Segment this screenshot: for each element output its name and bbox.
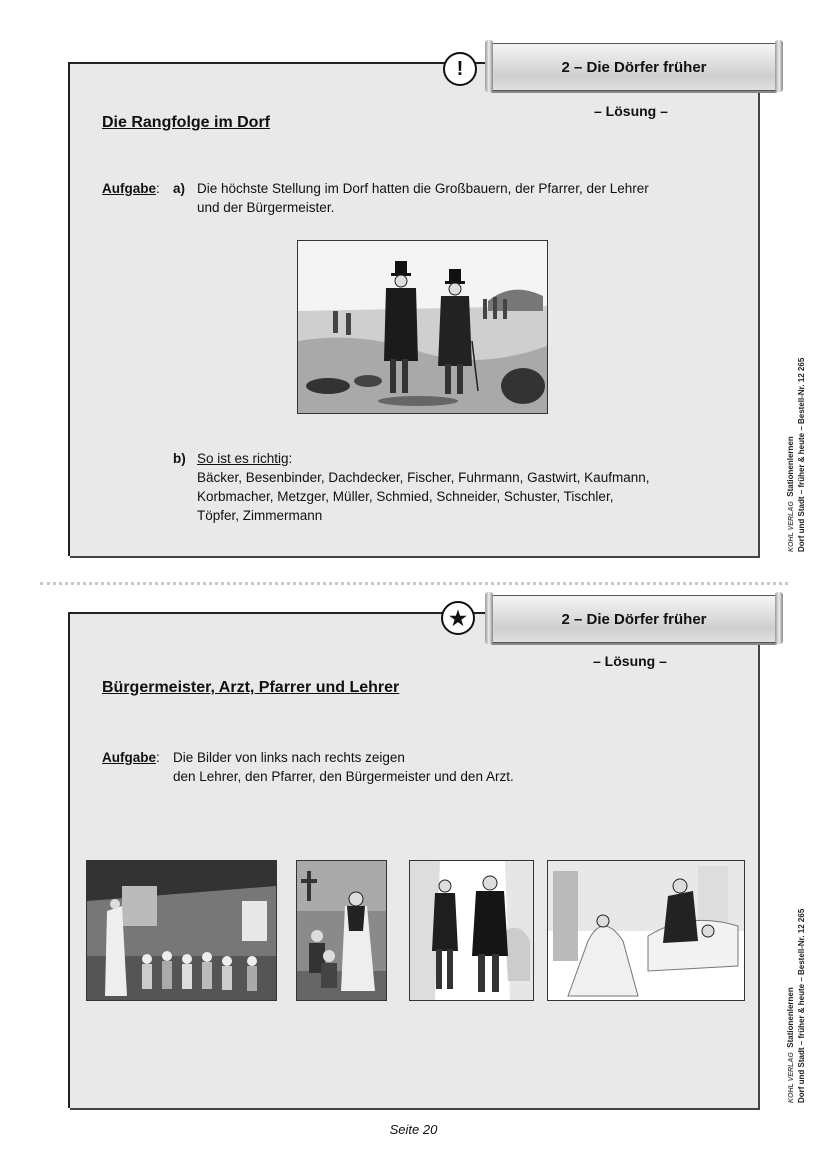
engraving-mayor <box>409 860 534 1001</box>
engraving-priest <box>296 860 387 1001</box>
engraving-teacher-classroom <box>86 860 277 1001</box>
solution-label: – Lösung – <box>593 653 667 669</box>
exclamation-icon: ! <box>443 52 477 86</box>
star-icon: ★ <box>441 601 475 635</box>
banner-title: 2 – Die Dörfer früher <box>561 610 707 628</box>
task-2-line: den Lehrer, den Pfarrer, den Bürgermeister und den Arzt. <box>173 769 514 784</box>
cut-line-divider <box>40 582 788 585</box>
part-a-line: Die höchste Stellung im Dorf hatten die Großbauern, der Pfarrer, der Lehrer <box>197 181 649 196</box>
side-label-1 <box>786 292 807 552</box>
part-a-label: a) <box>173 181 186 196</box>
solution-label: – Lösung – <box>594 103 668 119</box>
part-b-text: So ist es richtig: Bäcker, Besenbinder, Dachdecker, Fischer, Fuhrmann, Gastwirt, Kaufmann, Korbmacher, Metzger, Müller, Schmied, Schneider, Schuster, Tischler, Töpfer, Zimmermann <box>197 451 650 523</box>
section-heading: Bürgermeister, Arzt, Pfarrer und Lehrer <box>102 679 400 696</box>
page-number: Seite 20 <box>389 1122 438 1137</box>
task-2: Aufgabe: <box>102 750 160 765</box>
part-a-line: und der Bürgermeister. <box>197 200 335 215</box>
side-label-order: Dorf und Stadt – früher & heute – Bestell-Nr. 12 265 <box>797 908 806 1103</box>
publisher-logo: KOHL VERLAG <box>788 501 795 552</box>
part-a-text <box>197 179 649 217</box>
side-label-title: Stationenlernen <box>786 436 795 497</box>
task-label: Aufgabe <box>102 750 156 765</box>
engraving-doctor <box>547 860 745 1001</box>
task-a: Aufgabe: <box>102 181 160 196</box>
part-b-label: b) <box>173 451 186 466</box>
side-label-title: Stationenlernen <box>786 987 795 1048</box>
part-b-intro: So ist es richtig <box>197 451 289 466</box>
section-heading: Die Rangfolge im Dorf <box>102 114 271 131</box>
task-2-line: Die Bilder von links nach rechts zeigen <box>173 750 405 765</box>
part-b-line: Bäcker, Besenbinder, Dachdecker, Fischer, Fuhrmann, Gastwirt, Kaufmann, <box>197 470 650 485</box>
section-banner-1 <box>490 43 778 91</box>
side-label-order: Dorf und Stadt – früher & heute – Bestell-Nr. 12 265 <box>797 357 806 552</box>
section-banner-2 <box>490 595 778 643</box>
part-b-line: Töpfer, Zimmermann <box>197 508 323 523</box>
task-2-text <box>173 748 514 786</box>
part-b-line: Korbmacher, Metzger, Müller, Schmied, Schneider, Schuster, Tischler, <box>197 489 614 504</box>
side-label-2 <box>786 843 807 1103</box>
engraving-two-gentlemen <box>297 240 548 414</box>
publisher-logo: KOHL VERLAG <box>788 1052 795 1103</box>
task-label: Aufgabe <box>102 181 156 196</box>
banner-title: 2 – Die Dörfer früher <box>561 58 707 76</box>
